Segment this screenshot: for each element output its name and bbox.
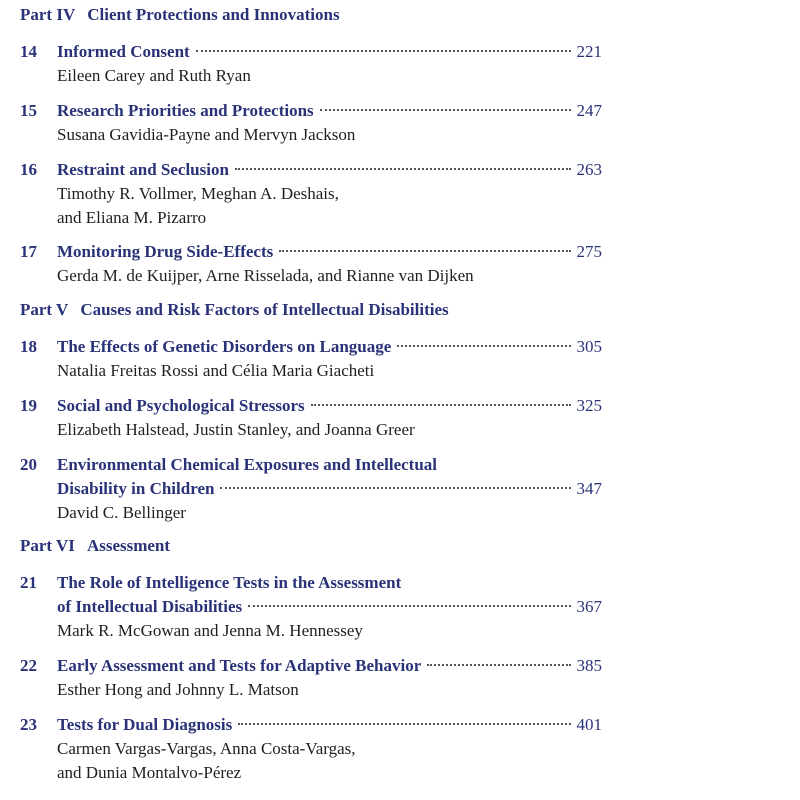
page-number[interactable]: 347 [576,479,602,498]
part-title: Client Protections and Innovations [87,5,340,24]
toc-entry [20,335,602,383]
part-label: Part VI [20,536,75,555]
chapter-title[interactable]: Early Assessment and Tests for Adaptive Behavior [57,656,422,675]
dot-leader [248,605,570,607]
part-label: Part V [20,300,69,319]
part-title: Causes and Risk Factors of Intellectual Disabilities [80,300,449,319]
chapter-number: 17 [20,242,37,261]
part-heading [20,300,449,320]
dot-leader [311,404,571,406]
part-heading [20,5,340,25]
page-number[interactable]: 305 [576,337,602,356]
dot-leader [279,250,570,252]
toc-entry [20,571,602,643]
chapter-title-line[interactable]: The Role of Intelligence Tests in the Assessment [57,573,402,592]
dot-leader [238,723,570,725]
chapter-number: 20 [20,455,37,474]
chapter-number: 14 [20,42,37,61]
chapter-authors: and Dunia Montalvo-Pérez [57,763,242,782]
chapter-number: 23 [20,715,37,734]
toc-entry [20,394,602,442]
dot-leader [427,664,570,666]
chapter-title[interactable]: Social and Psychological Stressors [57,396,305,415]
page-number[interactable]: 367 [576,597,602,616]
chapter-title[interactable]: Restraint and Seclusion [57,160,229,179]
page-number[interactable]: 263 [576,160,602,179]
page-number[interactable]: 385 [576,656,602,675]
chapter-authors: Mark R. McGowan and Jenna M. Hennessey [57,621,363,640]
chapter-title-line[interactable]: Environmental Chemical Exposures and Intellectual [57,455,438,474]
chapter-number: 15 [20,101,37,120]
toc-entry [20,654,602,702]
dot-leader [320,109,571,111]
page-number[interactable]: 401 [576,715,602,734]
chapter-authors: and Eliana M. Pizarro [57,208,207,227]
toc-entry [20,713,602,785]
chapter-title[interactable]: Informed Consent [57,42,190,61]
chapter-title[interactable]: The Effects of Genetic Disorders on Language [57,337,392,356]
chapter-authors: Eileen Carey and Ruth Ryan [57,66,251,85]
chapter-authors: Gerda M. de Kuijper, Arne Risselada, and Rianne van Dijken [57,266,474,285]
dot-leader [397,345,570,347]
part-label: Part IV [20,5,76,24]
page-number[interactable]: 247 [576,101,602,120]
part-title: Assessment [86,536,171,555]
chapter-authors: Elizabeth Halstead, Justin Stanley, and Joanna Greer [57,420,415,439]
chapter-title[interactable]: of Intellectual Disabilities [57,597,243,616]
toc-entry [20,40,602,88]
chapter-authors: David C. Bellinger [57,503,186,522]
page-number[interactable]: 325 [576,396,602,415]
dot-leader [235,168,571,170]
dot-leader [220,487,570,489]
chapter-authors: Timothy R. Vollmer, Meghan A. Deshais, [57,184,339,203]
chapter-authors: Susana Gavidia-Payne and Mervyn Jackson [57,125,356,144]
page-number[interactable]: 275 [576,242,602,261]
chapter-title[interactable]: Monitoring Drug Side-Effects [57,242,274,261]
part-heading [20,536,170,556]
dot-leader [196,50,571,52]
chapter-title[interactable]: Tests for Dual Diagnosis [57,715,233,734]
chapter-authors: Carmen Vargas-Vargas, Anna Costa-Vargas, [57,739,356,758]
chapter-authors: Esther Hong and Johnny L. Matson [57,680,299,699]
toc-entry [20,158,602,230]
chapter-title[interactable]: Research Priorities and Protections [57,101,314,120]
toc-entry [20,99,602,147]
chapter-number: 19 [20,396,37,415]
chapter-number: 21 [20,573,37,592]
chapter-number: 22 [20,656,37,675]
toc-entry [20,240,602,288]
chapter-title[interactable]: Disability in Children [57,479,215,498]
chapter-authors: Natalia Freitas Rossi and Célia Maria Giacheti [57,361,375,380]
chapter-number: 18 [20,337,37,356]
chapter-number: 16 [20,160,37,179]
toc-entry [20,453,602,525]
page-number[interactable]: 221 [576,42,602,61]
